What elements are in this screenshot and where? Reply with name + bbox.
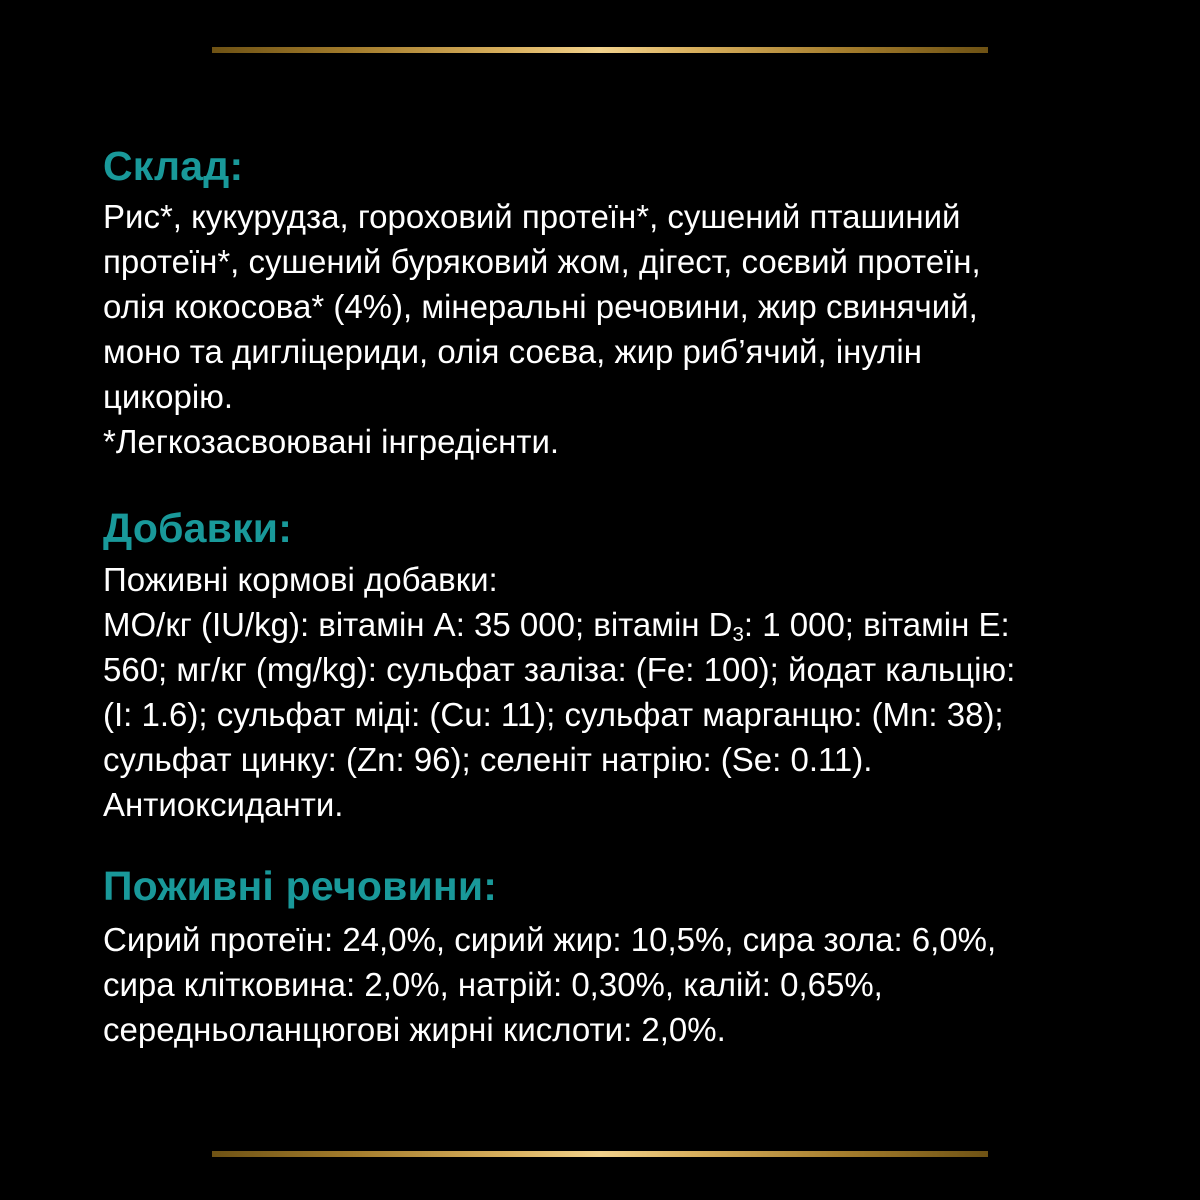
composition-paragraph xyxy=(103,194,1113,464)
additives-line: (I: 1.6); сульфат міді: (Cu: 11); сульфат марганцю: (Mn: 38); xyxy=(103,696,1004,733)
additives-line: сульфат цинку: (Zn: 96); селеніт натрію: (Se: 0.11). xyxy=(103,741,873,778)
composition-heading: Склад: xyxy=(103,143,244,189)
nutrients-line: сира клітковина: 2,0%, натрій: 0,30%, калій: 0,65%, xyxy=(103,966,883,1003)
nutrients-line: Сирий протеїн: 24,0%, сирий жир: 10,5%, сира зола: 6,0%, xyxy=(103,921,997,958)
vitamin-line-before: МО/кг (IU/kg): вітамін A: 35 000; вітамін D xyxy=(103,606,733,643)
nutrients-heading: Поживні речовини: xyxy=(103,863,498,909)
gold-divider-top xyxy=(212,47,988,53)
label-content xyxy=(103,143,1113,1052)
additives-line: Антиоксиданти. xyxy=(103,786,344,823)
nutrients-paragraph xyxy=(103,917,1113,1052)
additives-heading: Добавки: xyxy=(103,505,293,551)
section-additives xyxy=(103,505,1113,827)
additives-paragraph xyxy=(103,557,1113,827)
composition-line: протеїн*, сушений буряковий жом, дігест, соєвий протеїн, xyxy=(103,243,981,280)
gold-divider-bottom xyxy=(212,1151,988,1157)
additives-intro: Поживні кормові добавки: xyxy=(103,561,498,598)
section-composition xyxy=(103,143,1113,464)
composition-line: Рис*, кукурудза, гороховий протеїн*, сушений пташиний xyxy=(103,198,961,235)
nutrients-line: середньоланцюгові жирні кислоти: 2,0%. xyxy=(103,1011,726,1048)
vitamin-line-after: : 1 000; вітамін E: xyxy=(743,606,1010,643)
additives-line: 560; мг/кг (mg/kg): сульфат заліза: (Fe: 100); йодат кальцію: xyxy=(103,651,1016,688)
composition-line: цикорію. xyxy=(103,378,234,415)
additives-vitamin-line xyxy=(103,602,1113,647)
composition-footnote: *Легкозасвоювані інгредієнти. xyxy=(103,423,560,460)
section-nutrients xyxy=(103,863,1113,1052)
composition-line: моно та дигліцериди, олія соєва, жир риб’ячий, інулін xyxy=(103,333,922,370)
vitamin-d3-subscript: 3 xyxy=(732,623,744,647)
composition-line: олія кокосова* (4%), мінеральні речовини, жир свинячий, xyxy=(103,288,978,325)
